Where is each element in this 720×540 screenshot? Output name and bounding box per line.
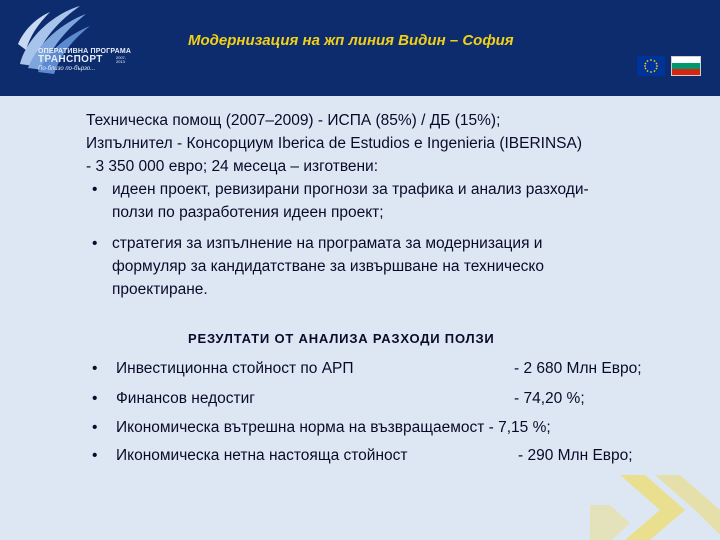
header-bar — [0, 0, 720, 96]
bullet-icon: • — [92, 360, 98, 377]
logo-years: 2007-2013 — [116, 55, 127, 65]
budget-line: - 3 350 000 евро; 24 месеца – изготвени: — [86, 158, 379, 175]
logo-transport-label: ТРАНСПОРТ — [38, 54, 103, 66]
result-label: Икономическа нетна настояща стойност — [116, 447, 408, 464]
page-title: Модернизация на жп линия Видин – София — [188, 32, 514, 49]
contractor-line: Изпълнител - Консорциум Iberica de Estudios e Ingenieria (IBERINSA) — [86, 135, 583, 152]
bullet-icon: • — [92, 235, 98, 252]
list-item-text: идеен проект, ревизирани прогнози за трафика и анализ разходи- — [112, 181, 589, 198]
result-value: - 74,20 %; — [514, 390, 585, 407]
list-item — [86, 178, 686, 224]
technical-assistance-line: Техническа помощ (2007–2009) - ИСПА (85%) / ДБ (15%); — [86, 112, 501, 129]
list-item-text: стратегия за изпълнение на програмата за модернизация и — [112, 235, 543, 252]
bullet-icon: • — [92, 419, 98, 436]
list-item-text: ползи по разработения идеен проект; — [112, 204, 384, 221]
logo-text — [38, 48, 131, 72]
result-value: - 2 680 Млн Евро; — [514, 360, 642, 377]
bullet-icon: • — [92, 447, 98, 464]
list-item-text: проектиране. — [112, 281, 208, 298]
list-item-text: формуляр за кандидатстване за извършване на техническо — [112, 258, 545, 275]
chevron-decoration-icon — [590, 465, 720, 540]
logo-slogan: По-близо по-бързо... — [38, 65, 96, 72]
result-label: Инвестиционна стойност по АРП — [116, 360, 354, 377]
results-heading: РЕЗУЛТАТИ ОТ АНАЛИЗА РАЗХОДИ ПОЛЗИ — [188, 331, 495, 346]
bulgaria-flag-icon — [671, 56, 701, 76]
result-label: Икономическа вътрешна норма на възвращаемост - 7,15 %; — [116, 419, 551, 436]
bullet-icon: • — [92, 390, 98, 407]
list-item — [86, 232, 686, 301]
bullet-icon: • — [92, 181, 98, 198]
result-label: Финансов недостиг — [116, 390, 255, 407]
main-content — [86, 109, 686, 301]
eu-flag-icon — [637, 56, 665, 76]
result-value: - 290 Млн Евро; — [518, 447, 633, 464]
logo-program-label: ОПЕРАТИВНА ПРОГРАМА — [38, 48, 132, 55]
